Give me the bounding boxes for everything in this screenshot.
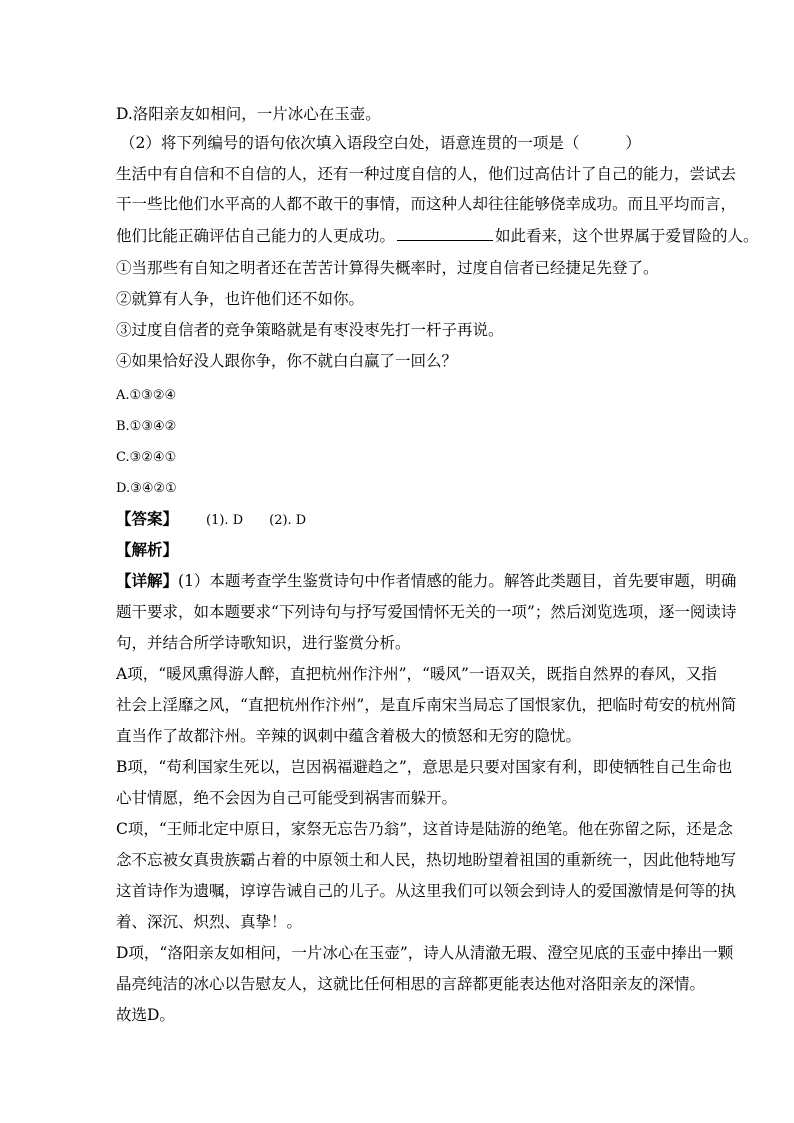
sentence-3 bbox=[116, 320, 504, 340]
text: A.①③②④ bbox=[116, 388, 177, 403]
text: D项，“洛阳亲友如相问，一片冰心在玉壶”，诗人从清澈无瑕、澄空见底的玉壶中捧出一颗 bbox=[116, 944, 734, 962]
text: D.③④②① bbox=[116, 481, 177, 496]
passage-line-3 bbox=[116, 226, 759, 246]
text: C.③②④① bbox=[116, 450, 177, 465]
text: （2）将下列编号的语句依次填入语段空白处，语意连贯的一项是（ bbox=[120, 134, 580, 152]
text: ） bbox=[625, 134, 641, 152]
text: ③过度自信者的竞争策略就是有枣没枣先打一杆子再说。 bbox=[116, 321, 504, 339]
text: 直当作了故都汴州。辛辣的讽刺中蕴含着极大的愤怒和无穷的隐忧。 bbox=[116, 727, 582, 745]
detail-label: 【详解】 bbox=[116, 571, 179, 590]
answer-value-2: (2). D bbox=[269, 513, 307, 528]
conclusion-line bbox=[116, 1005, 175, 1025]
passage-line-1 bbox=[116, 164, 736, 184]
text: 心甘情愿，绝不会因为自己可能受到祸害而躲开。 bbox=[116, 789, 458, 807]
explain-d-1 bbox=[116, 943, 733, 963]
text: 社会上淫靡之风，“直把杭州作汴州”，是直斥南宋当局忘了国恨家仇，把临时苟安的杭州简 bbox=[116, 696, 737, 714]
explain-c-2 bbox=[116, 850, 736, 870]
explain-c-1 bbox=[116, 819, 733, 839]
text: 题干要求，如本题要求“下列诗句与抒写爱国情怀无关的一项”；然后浏览选项，逐一阅读诗 bbox=[116, 603, 737, 621]
analysis-label: 【解析】 bbox=[116, 540, 179, 559]
explain-b-1 bbox=[116, 757, 732, 777]
text: B项，“苟利国家生死以，岂因祸福避趋之”，意思是只要对国家有利，即使牺牲自己生命也 bbox=[116, 758, 733, 776]
text: 这首诗作为遗嘱，谆谆告诫自己的儿子。从这里我们可以领会到诗人的爱国激情是何等的执 bbox=[116, 882, 737, 900]
explain-d-2 bbox=[116, 974, 705, 994]
detail-line-3 bbox=[116, 633, 411, 653]
fill-blank bbox=[397, 226, 493, 241]
detail-line-2 bbox=[116, 602, 736, 622]
text: 句，并结合所学诗歌知识，进行鉴赏分析。 bbox=[116, 634, 411, 652]
answer-label: 【答案】 bbox=[116, 509, 179, 528]
text: 念不忘被女真贵族霸占着的中原领土和人民，热切地盼望着祖国的重新统一，因此他特地写 bbox=[116, 851, 737, 869]
text: (1）本题考查学生鉴赏诗句中作者情感的能力。解答此类题目，首先要审题，明确 bbox=[178, 572, 737, 590]
sentence-1 bbox=[116, 258, 659, 278]
detail-line-1 bbox=[116, 571, 736, 591]
option-d-line bbox=[116, 104, 381, 124]
explain-a-1 bbox=[116, 664, 717, 684]
option-d bbox=[116, 479, 177, 499]
option-a bbox=[116, 386, 176, 406]
text: D.洛阳亲友如相问，一片冰心在玉壶。 bbox=[116, 105, 381, 123]
text: 生活中有自信和不自信的人，还有一种过度自信的人，他们过高估计了自己的能力，尝试去 bbox=[116, 165, 737, 183]
explain-c-3 bbox=[116, 881, 736, 901]
option-b bbox=[116, 417, 176, 437]
option-c bbox=[116, 448, 176, 468]
text: C项，“王师北定中原日，家祭无忘告乃翁”，这首诗是陆游的绝笔。他在弥留之际，还是念 bbox=[116, 820, 733, 838]
text: 他们比能正确评估自己能力的人更成功。 bbox=[116, 227, 396, 245]
text: ①当那些有自知之明者还在苦苦计算得失概率时，过度自信者已经捷足先登了。 bbox=[116, 259, 659, 277]
passage-line-2 bbox=[116, 194, 736, 214]
answer-value-1: (1). D bbox=[206, 513, 244, 528]
text: ②就算有人争，也许他们还不如你。 bbox=[116, 290, 365, 308]
analysis-heading bbox=[116, 540, 178, 560]
text: B.①③④② bbox=[116, 419, 177, 434]
answer-line bbox=[116, 509, 306, 531]
question-2-stem bbox=[120, 133, 641, 153]
explain-a-3 bbox=[116, 726, 581, 746]
text: A项，“暖风熏得游人醉，直把杭州作汴州”，“暖风”一语双关，既指自然界的春风，又指 bbox=[116, 665, 717, 683]
explain-c-4 bbox=[116, 912, 302, 932]
text: 着、深沉、炽烈、真挚！。 bbox=[116, 913, 303, 931]
sentence-2 bbox=[116, 289, 364, 309]
explain-b-2 bbox=[116, 788, 457, 808]
text: 干一些比他们水平高的人都不敢干的事情，而这种人却往往能够侥幸成功。而且平均而言， bbox=[116, 195, 737, 213]
text: 如此看来，这个世界属于爱冒险的人。 bbox=[495, 227, 759, 245]
text: 故选D。 bbox=[116, 1006, 175, 1024]
text: ④如果恰好没人跟你争，你不就白白赢了一回么？ bbox=[116, 352, 458, 370]
explain-a-2 bbox=[116, 695, 736, 715]
sentence-4 bbox=[116, 351, 457, 371]
text: 晶亮纯洁的冰心以告慰友人，这就比任何相思的言辞都更能表达他对洛阳亲友的深情。 bbox=[116, 975, 706, 993]
